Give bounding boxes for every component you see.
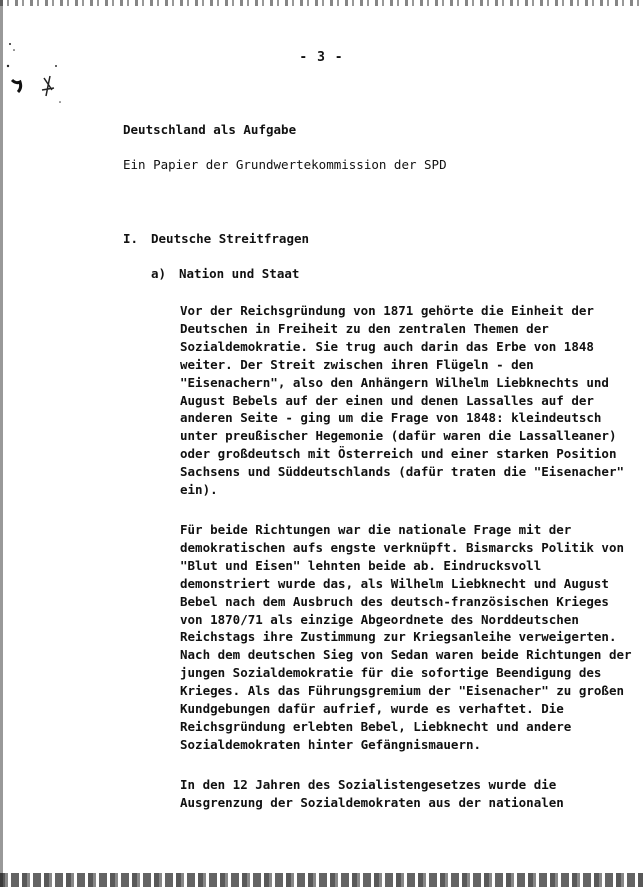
scan-top-edge xyxy=(0,0,643,6)
subsection-label: a) xyxy=(151,266,167,281)
paragraph-line: Nach dem deutschen Sieg von Sedan waren beide Richtungen der xyxy=(180,647,632,663)
paragraph-line: Krieges. Als das Führungsgremium der "Eisenacher" zu großen xyxy=(180,683,625,699)
paragraph-line: Kundgebungen dafür aufrief, wurde es verhaftet. Die xyxy=(180,701,564,717)
section-number: I. xyxy=(123,231,139,246)
subsection-title: Nation und Staat xyxy=(179,266,300,281)
page-number: - 3 - xyxy=(299,50,344,65)
paragraph-line: In den 12 Jahren des Sozialistengesetzes wurde die xyxy=(180,777,557,792)
paragraph-line: Bebel nach dem Ausbruch des deutsch-französischen Krieges xyxy=(180,593,609,609)
paragraph-line: "Blut und Eisen" lehnten beide ab. Eindrucksvoll xyxy=(180,557,542,573)
scan-bottom-edge xyxy=(0,873,643,887)
document-subtitle: Ein Papier der Grundwertekommission der SPD xyxy=(123,157,447,172)
paragraph-line: demokratischen aufs engste verknüpft. Bismarcks Politik von xyxy=(180,539,625,555)
section-title: Deutsche Streitfragen xyxy=(151,231,310,246)
paragraph-line: unter preußischer Hegemonie (dafür waren die Lassalleaner) xyxy=(180,428,617,444)
paragraph-line: August Bebels auf der einen und denen Lassalles auf der xyxy=(180,392,594,408)
paragraph-line: ein). xyxy=(180,482,218,498)
paragraph-line: Sozialdemokraten hinter Gefängnismauern. xyxy=(180,736,482,752)
paragraph-line: "Eisenachern", also den Anhängern Wilhelm Liebknechts und xyxy=(180,374,609,390)
scan-speck-marks xyxy=(4,36,74,116)
paragraph-2 xyxy=(180,521,632,754)
paragraph-line: Reichsgründung erlebten Bebel, Liebknecht und andere xyxy=(180,718,572,734)
paragraph-line: weiter. Der Streit zwischen ihren Flügeln - den xyxy=(180,356,534,372)
paragraph-line: oder großdeutsch mit Österreich und einer starken Position xyxy=(180,446,617,462)
paragraph-line: anderen Seite - ging um die Frage von 1848: kleindeutsch xyxy=(180,410,602,426)
paragraph-line: Sozialdemokratie. Sie trug auch darin das Erbe von 1848 xyxy=(180,338,594,354)
paragraph-line: von 1870/71 als einzige Abgeordnete des Norddeutschen xyxy=(180,611,579,627)
paragraph-line: Ausgrenzung der Sozialdemokraten aus der nationalen xyxy=(180,794,564,810)
document-heading: Deutschland als Aufgabe xyxy=(123,122,297,137)
paragraph-line: Für beide Richtungen war die nationale Frage mit der xyxy=(180,522,572,537)
paragraph-line: jungen Sozialdemokratie für die sofortige Beendigung des xyxy=(180,665,602,681)
paragraph-1 xyxy=(180,302,624,499)
scan-left-edge xyxy=(0,0,3,887)
paragraph-line: Vor der Reichsgründung von 1871 gehörte die Einheit der xyxy=(180,303,594,318)
section-heading xyxy=(123,231,309,246)
paragraph-line: Sachsens und Süddeutschlands (dafür traten die "Eisenacher" xyxy=(180,464,625,480)
subsection-heading xyxy=(151,266,299,281)
paragraph-line: Reichstags ihre Zustimmung zur Kriegsanleihe verweigerten. xyxy=(180,629,617,645)
paragraph-3 xyxy=(180,776,564,812)
paragraph-line: demonstriert wurde das, als Wilhelm Liebknecht und August xyxy=(180,575,609,591)
paragraph-line: Deutschen in Freiheit zu den zentralen Themen der xyxy=(180,320,549,336)
